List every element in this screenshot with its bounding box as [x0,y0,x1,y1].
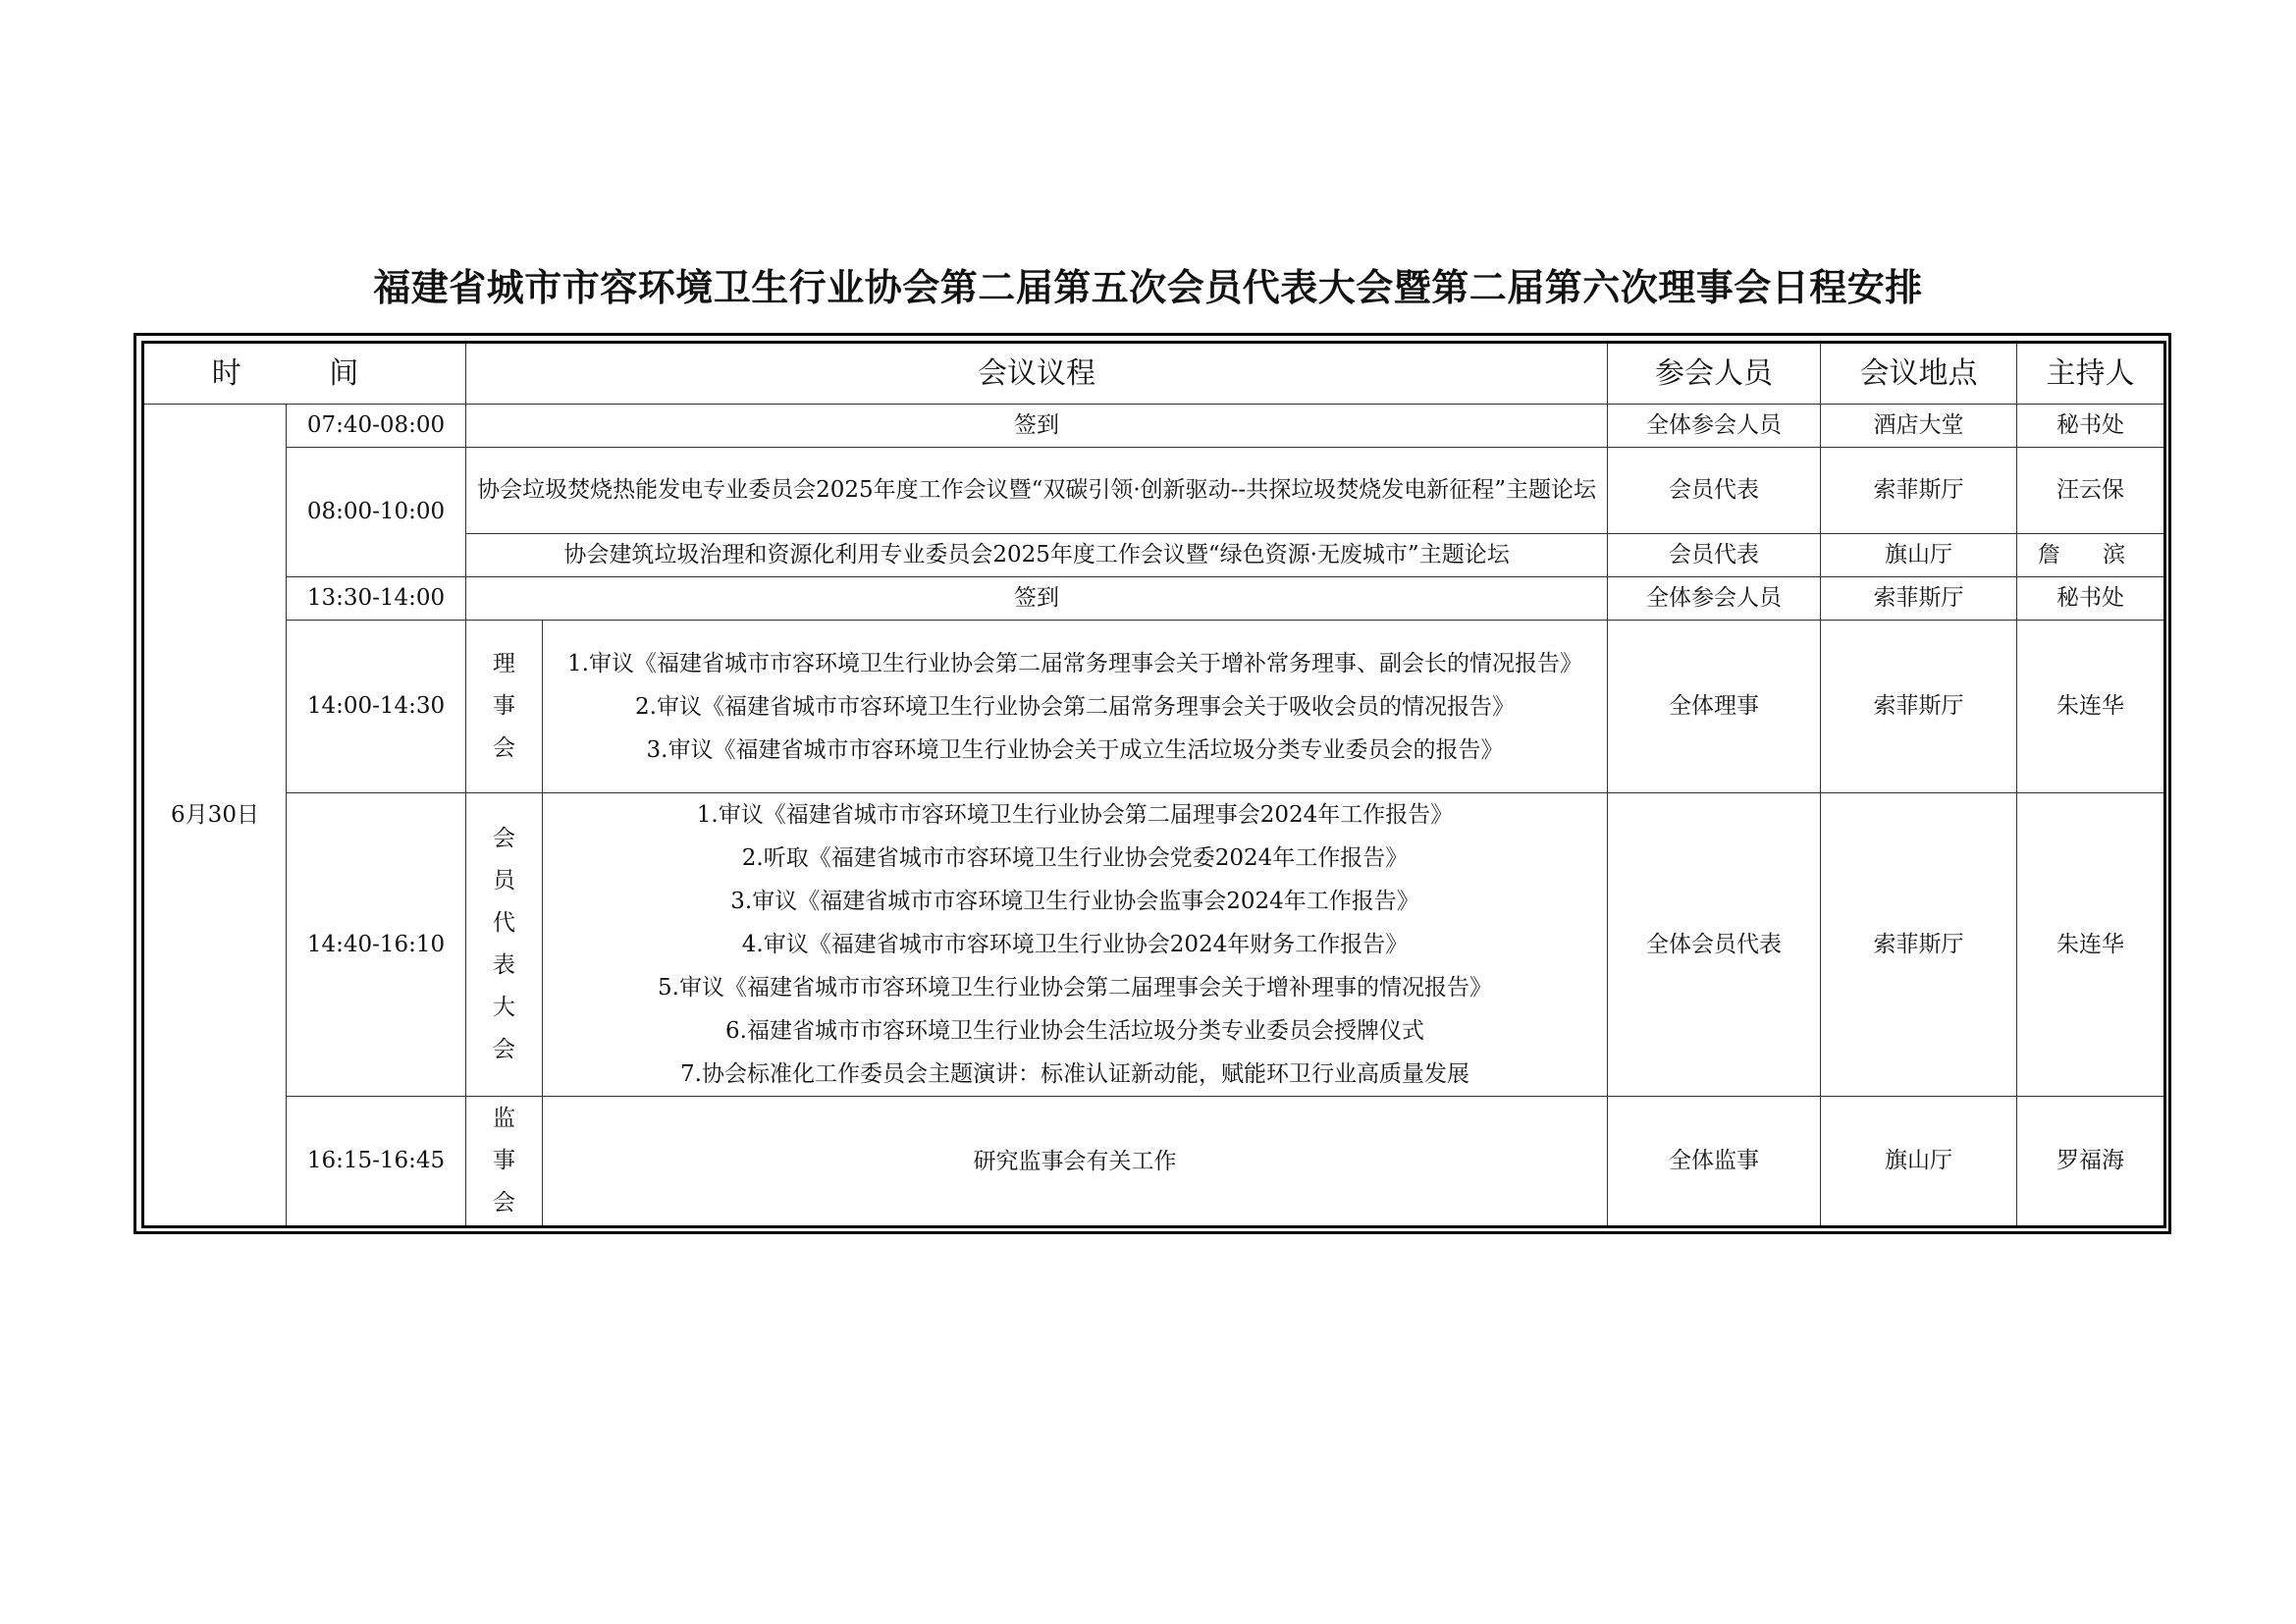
attendees-cell: 会员代表 [1608,534,1821,577]
group-char: 会 [493,735,516,761]
venue-cell: 索菲斯厅 [1821,448,2017,534]
agenda-cell: 协会建筑垃圾治理和资源化利用专业委员会2025年度工作会议暨“绿色资源·无废城市”主题论坛 [466,534,1608,577]
table-row [143,1097,2165,1227]
date-cell: 6月30日 [143,405,287,1227]
agenda-cell: 签到 [466,577,1608,621]
group-label-supervisors [466,1097,543,1227]
group-char: 事 [493,1148,516,1173]
header-agenda: 会议议程 [466,343,1608,405]
agenda-cell: 协会垃圾焚烧热能发电专业委员会2025年度工作会议暨“双碳引领·创新驱动--共探垃圾焚烧发电新征程”主题论坛 [466,448,1608,534]
agenda-item: 5.审议《福建省城市市容环境卫生行业协会第二届理事会关于增补理事的情况报告》 [658,975,1492,1001]
time-cell: 14:00-14:30 [287,621,466,793]
agenda-item: 7.协会标准化工作委员会主题演讲：标准认证新动能，赋能环卫行业高质量发展 [680,1061,1469,1087]
host-cell: 汪云保 [2017,448,2165,534]
time-cell: 08:00-10:00 [287,448,466,577]
attendees-cell: 全体参会人员 [1608,405,1821,448]
time-cell: 07:40-08:00 [287,405,466,448]
header-venue: 会议地点 [1821,343,2017,405]
group-char: 会 [493,1190,516,1216]
venue-cell: 索菲斯厅 [1821,793,2017,1097]
group-char: 会 [493,826,516,851]
table-row [143,621,2165,793]
header-attendees: 参会人员 [1608,343,1821,405]
table-row [143,577,2165,621]
time-cell: 14:40-16:10 [287,793,466,1097]
group-char: 表 [493,952,516,978]
agenda-item: 研究监事会有关工作 [973,1148,1177,1174]
host-cell: 詹 滨 [2017,534,2165,577]
agenda-item: 1.审议《福建省城市市容环境卫生行业协会第二届常务理事会关于增补常务理事、副会长的情况报告》 [567,650,1582,677]
page-title: 福建省城市市容环境卫生行业协会第二届第五次会员代表大会暨第二届第六次理事会日程安排 [373,265,1923,309]
venue-cell: 旗山厅 [1821,1097,2017,1227]
group-label-congress [466,793,543,1097]
group-char: 事 [493,693,516,719]
attendees-cell: 全体参会人员 [1608,577,1821,621]
group-char: 理 [493,651,516,677]
host-cell: 朱连华 [2017,621,2165,793]
group-char: 会 [493,1037,516,1062]
agenda-item: 2.听取《福建省城市市容环境卫生行业协会党委2024年工作报告》 [741,845,1409,871]
agenda-item: 1.审议《福建省城市市容环境卫生行业协会第二届理事会2024年工作报告》 [696,802,1454,828]
table-row [143,405,2165,448]
agenda-item: 3.审议《福建省城市市容环境卫生行业协会监事会2024年工作报告》 [730,889,1419,914]
attendees-cell: 全体理事 [1608,621,1821,793]
venue-cell: 索菲斯厅 [1821,577,2017,621]
header-host: 主持人 [2017,343,2165,405]
attendees-cell: 会员代表 [1608,448,1821,534]
agenda-items [543,621,1608,793]
host-cell: 秘书处 [2017,577,2165,621]
group-char: 大 [493,995,516,1020]
group-char: 员 [493,868,516,893]
agenda-item: 3.审议《福建省城市市容环境卫生行业协会关于成立生活垃圾分类专业委员会的报告》 [646,736,1504,763]
header-time: 时 间 [143,343,466,405]
agenda-items [543,793,1608,1097]
host-cell: 朱连华 [2017,793,2165,1097]
agenda-item: 2.审议《福建省城市市容环境卫生行业协会第二届常务理事会关于吸收会员的情况报告》 [635,693,1515,720]
group-char: 代 [493,910,516,936]
table-row [143,448,2165,534]
agenda-item: 6.福建省城市市容环境卫生行业协会生活垃圾分类专业委员会授牌仪式 [725,1018,1424,1044]
group-char: 监 [493,1106,516,1131]
venue-cell: 索菲斯厅 [1821,621,2017,793]
schedule-table [141,341,2166,1228]
time-cell: 13:30-14:00 [287,577,466,621]
host-cell: 秘书处 [2017,405,2165,448]
agenda-item: 4.审议《福建省城市市容环境卫生行业协会2024年财务工作报告》 [741,932,1409,957]
venue-cell: 旗山厅 [1821,534,2017,577]
table-row [143,793,2165,1097]
attendees-cell: 全体会员代表 [1608,793,1821,1097]
agenda-cell: 签到 [466,405,1608,448]
group-label-council [466,621,543,793]
attendees-cell: 全体监事 [1608,1097,1821,1227]
time-cell: 16:15-16:45 [287,1097,466,1227]
header-row [143,343,2165,405]
venue-cell: 酒店大堂 [1821,405,2017,448]
host-cell: 罗福海 [2017,1097,2165,1227]
agenda-items [543,1097,1608,1227]
